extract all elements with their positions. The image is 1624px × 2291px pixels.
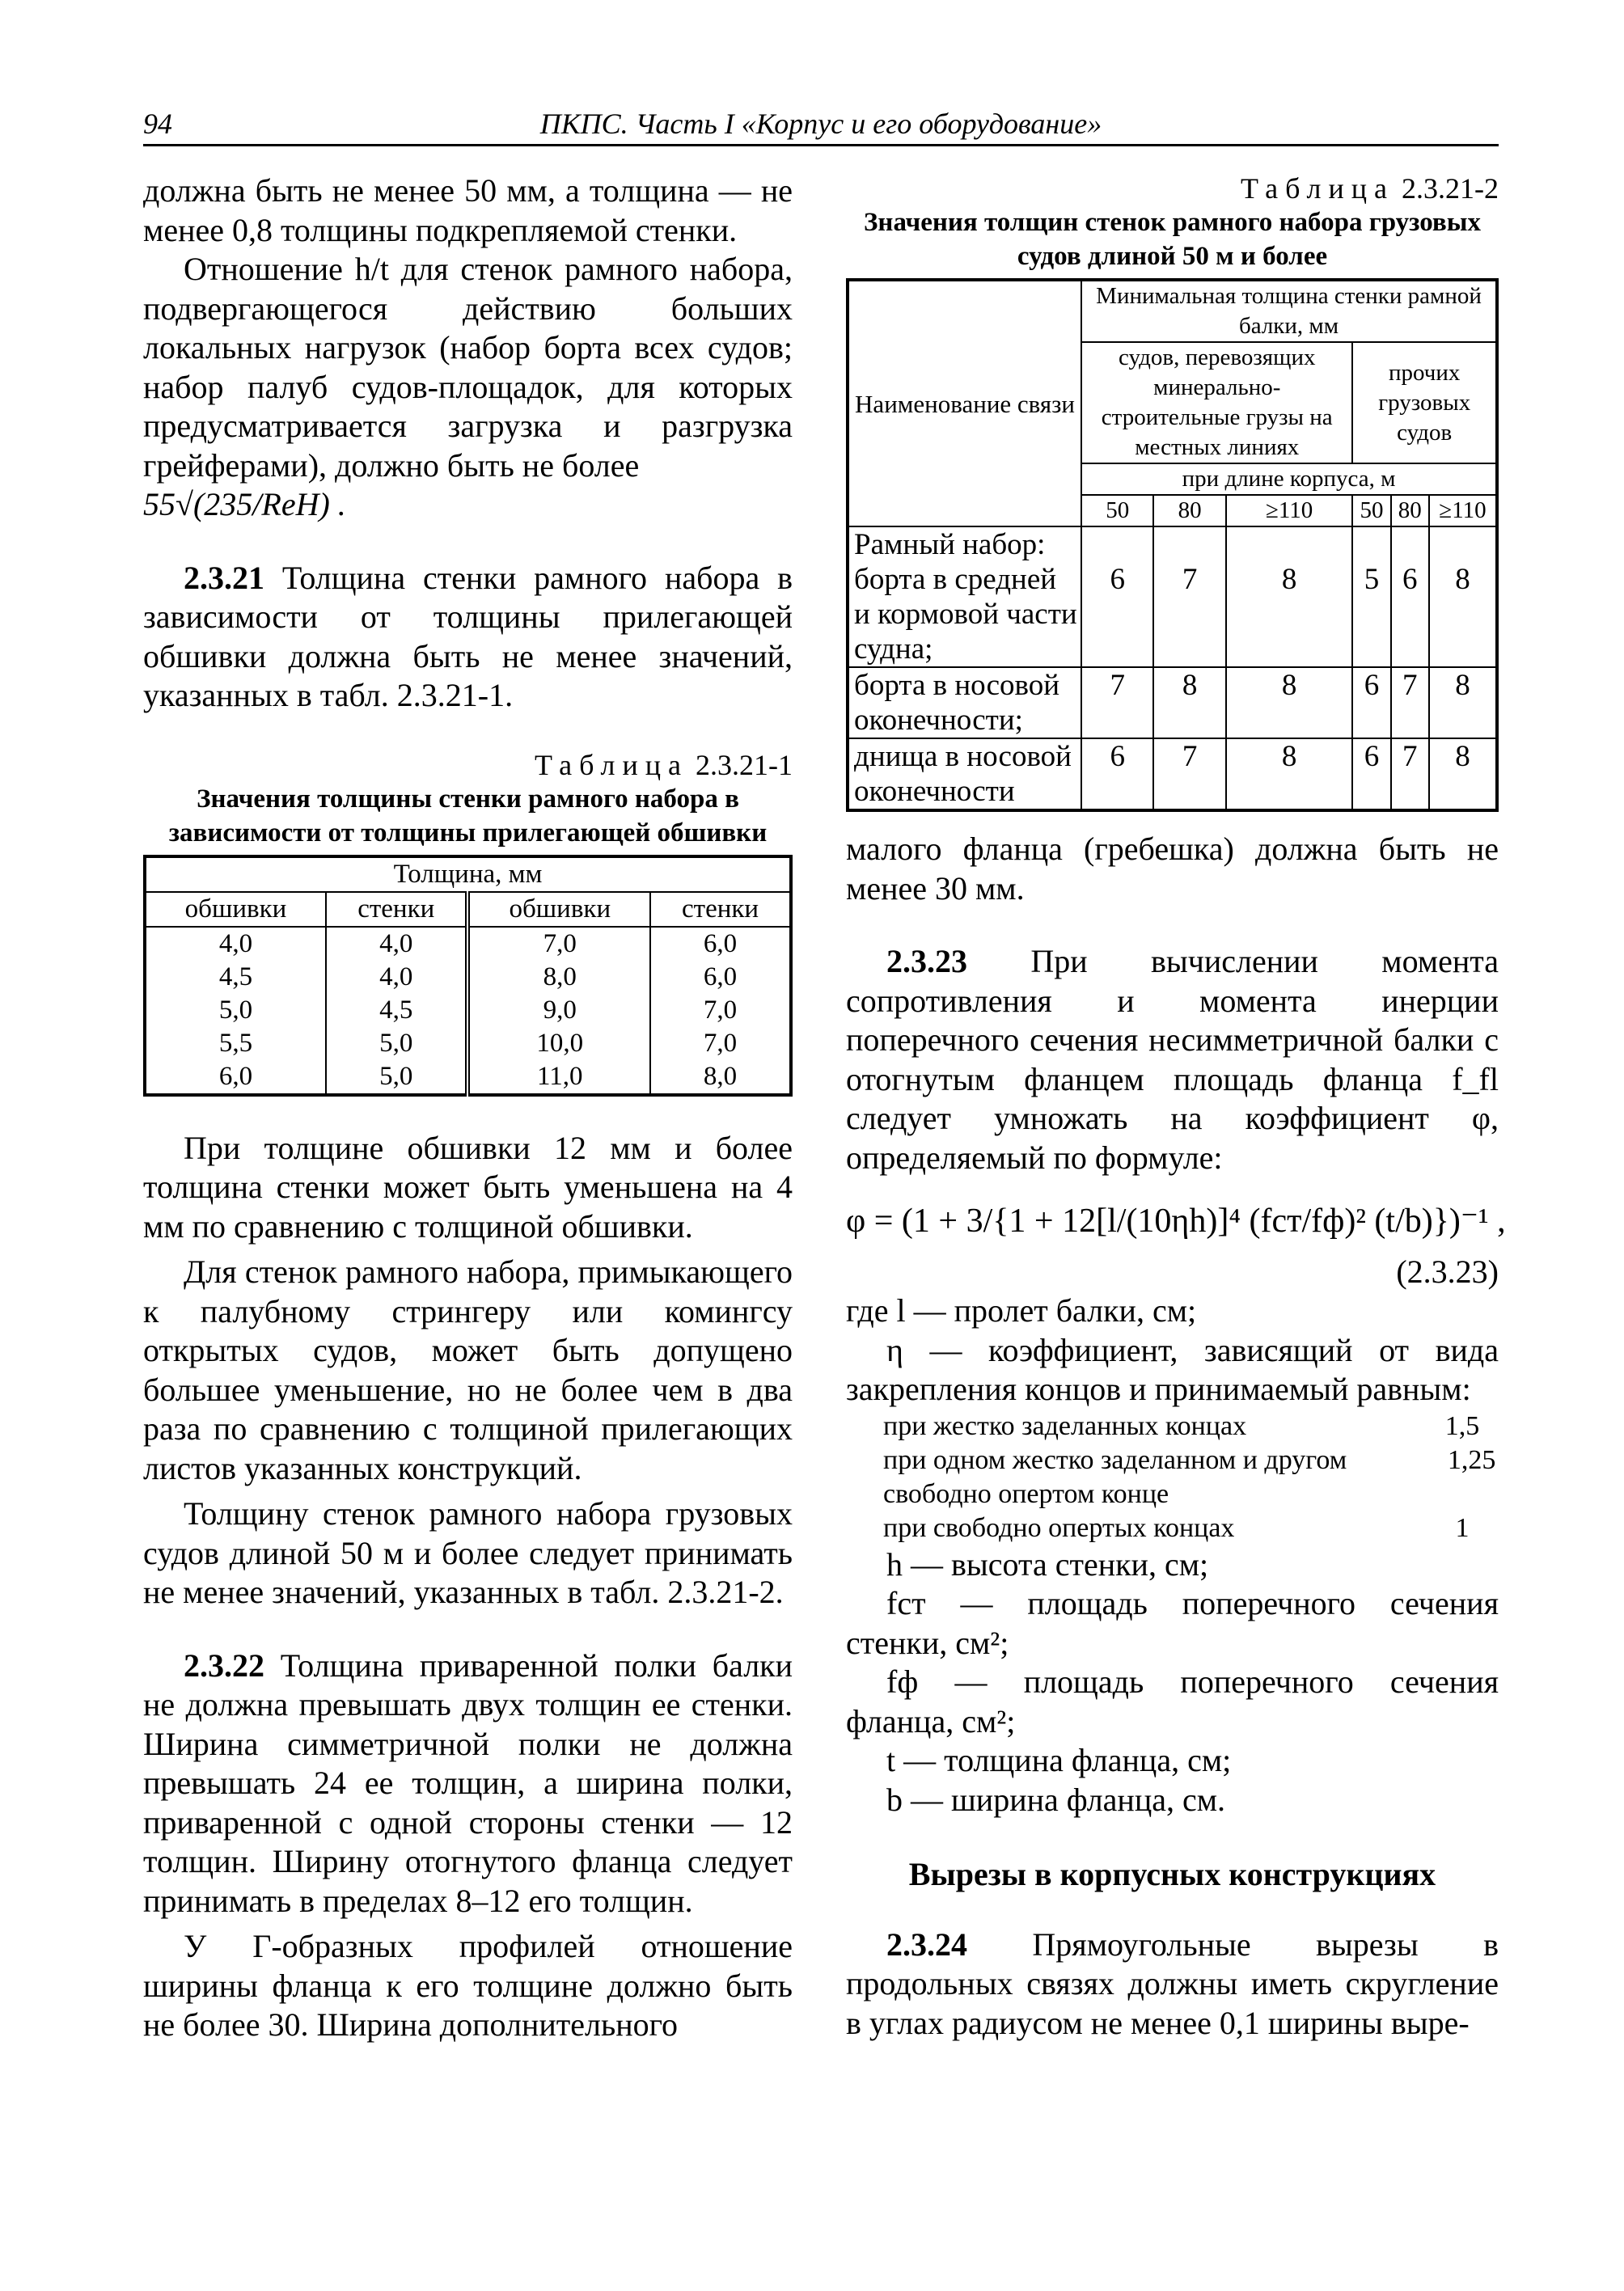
paragraph: Для стенок рамного набора, примыкающего к палубному стрингеру или комингсу открытых судов, может быть допущено большее уменьшение, но не более чем в два раза по сравнению с толщиной прилегающих листов указанных конструкций.	[143, 1253, 793, 1486]
table-cell: 8	[1429, 667, 1497, 738]
left-column	[143, 171, 793, 2045]
col-header: Наименование связи	[848, 280, 1081, 526]
table-row	[848, 526, 1497, 667]
section-text: Толщина стенки рамного набора в зависимости от толщины прилегающей обшивки должна быть не менее значений, указанных в табл. 2.3.21-1.	[143, 559, 793, 713]
case-text: при одном жестко заделанном и другом свободно опертом конце	[883, 1444, 1347, 1509]
eta-values-list	[846, 1410, 1499, 1545]
table-row	[848, 738, 1497, 810]
table-2-3-21-1	[143, 855, 793, 1097]
table-caption	[143, 748, 793, 782]
length-header-cell: 50	[1352, 495, 1390, 526]
definition: где l — пролет балки, см;	[846, 1292, 1197, 1329]
table-cell: 6	[1352, 667, 1390, 738]
list-item	[846, 1443, 1499, 1511]
table-cell: 8	[1226, 526, 1353, 667]
table-value: 10,0	[536, 1028, 584, 1058]
paragraph: Отношение h/t для стенок рамного набора, подвергающегося действию больших локальных нагрузок (набор борта всех судов; набор палуб судов-площадок, для которых предусматривается загрузка и разгрузка грейферами), должно быть не более	[143, 251, 793, 484]
table-cell: 5	[1352, 526, 1390, 667]
table-cell: 7	[1081, 667, 1153, 738]
table-value: 4,0	[379, 928, 413, 958]
table-cell: 7	[1153, 738, 1225, 810]
sub-header: судов, перевозящих минерально-строительные грузы на местных линиях	[1081, 342, 1352, 463]
table-value: 11,0	[537, 1061, 583, 1091]
row-name: днища в носовой оконечности	[848, 738, 1081, 810]
table-cell: 8	[1429, 738, 1497, 810]
section-text: Прямоугольные вырезы в продольных связях должны иметь скругление в углах радиусом не менее 0,1 ширины выре-	[846, 1925, 1499, 2041]
col-header: стенки	[650, 892, 791, 927]
group-header: Минимальная толщина стенки рамной балки, мм	[1081, 280, 1497, 342]
table-value: 4,5	[218, 962, 253, 991]
table-cell: 7	[1391, 738, 1429, 810]
table-value: 6,0	[703, 928, 738, 958]
formula-2-3-23: φ = (1 + 3/{1 + 12[l/(10ηh)]⁴ (fст/fф)² (t/b)})⁻¹ ,	[846, 1203, 1506, 1240]
col-header: стенки	[326, 892, 468, 927]
table-cell: 8	[1226, 667, 1353, 738]
section-text: При вычислении момента сопротивления и момента инерции поперечного сечения несимметричной балки с отогнутым фланцем площадь фланца f_fl следует умножать на коэффициент φ, определяемый по формуле:	[846, 943, 1499, 1176]
table-row	[848, 667, 1497, 738]
length-header-cell: 80	[1391, 495, 1429, 526]
definition: b — ширина фланца, см.	[886, 1781, 1226, 1818]
table-cell: 8	[1226, 738, 1353, 810]
table-data	[145, 927, 791, 1095]
case-text: при жестко заделанных концах	[883, 1410, 1247, 1441]
section-heading: Вырезы в корпусных конструкциях	[908, 1856, 1436, 1892]
definition: η — коэффициент, зависящий от вида закрепления концов и принимаемый равным:	[846, 1331, 1499, 1407]
equation-number: (2.3.23)	[1396, 1253, 1499, 1290]
section-number: 2.3.21	[184, 559, 264, 596]
table-value: 5,0	[379, 1061, 413, 1091]
table-value: 5,5	[218, 1028, 253, 1058]
table-value: 7,0	[543, 928, 577, 958]
table-value: 4,0	[379, 962, 413, 991]
table-cell: 8	[1153, 667, 1225, 738]
list-item	[846, 1410, 1499, 1443]
paragraph: При толщине обшивки 12 мм и более толщина стенки может быть уменьшена на 4 мм по сравнению с толщиной обшивки.	[143, 1129, 793, 1245]
table-value: 4,5	[379, 995, 413, 1025]
table-cell: 7	[1391, 667, 1429, 738]
section-number: 2.3.22	[184, 1646, 264, 1684]
section-number: 2.3.24	[886, 1925, 967, 1963]
length-header-cell: ≥110	[1226, 495, 1353, 526]
table-value: 5,0	[379, 1028, 413, 1058]
table-value: 4,0	[218, 928, 253, 958]
case-text: при свободно опертых концах	[883, 1512, 1235, 1543]
group-header: Толщина, мм	[145, 856, 791, 892]
section-text: Толщина приваренной полки балки не должна превышать двух толщин ее стенки. Ширина симметричной полки не должна превышать 24 ее толщин, а ширина полки, приваренной с одной стороны стенки — 12 толщин. Ширину отогнутого фланца следует принимать в пределах 8–12 его толщин.	[143, 1646, 793, 1919]
table-cell: 7	[1153, 526, 1225, 667]
table-caption	[846, 171, 1499, 205]
col-header: обшивки	[145, 892, 326, 927]
col-header: обшивки	[467, 892, 650, 927]
running-title: ПКПС. Часть I «Корпус и его оборудование»	[539, 108, 1102, 140]
table-label: Таблица	[1241, 172, 1394, 205]
sub-header: прочих грузовых судов	[1352, 342, 1497, 463]
table-cell	[145, 927, 326, 1095]
table-value: 7,0	[703, 995, 738, 1025]
table-title: Значения толщины стенки рамного набора в зависимости от толщины прилегающей обшивки	[168, 784, 768, 848]
section-2-3-22	[143, 1646, 793, 1921]
table-title: Значения толщин стенок рамного набора грузовых судов длиной 50 м и более	[864, 208, 1481, 271]
table-value: 9,0	[543, 995, 577, 1025]
page-header	[143, 104, 1499, 146]
definition: fст — площадь поперечного сечения стенки, см²;	[846, 1585, 1499, 1661]
table-cell: 6	[1352, 738, 1390, 810]
length-header-cell: 50	[1081, 495, 1153, 526]
section-2-3-21	[143, 559, 793, 716]
page-number: 94	[143, 108, 172, 140]
right-column	[846, 171, 1506, 2043]
row-name: борта в носовой оконечности;	[848, 667, 1081, 738]
table-cell	[326, 927, 468, 1095]
row-name: Рамный набор: борта в средней и кормовой части судна;	[848, 526, 1081, 667]
table-cell: 6	[1081, 738, 1153, 810]
case-value: 1,5	[1444, 1410, 1480, 1441]
paragraph: У Г-образных профилей отношение ширины фланца к его толщине должно быть не более 30. Ширина дополнительного	[143, 1928, 793, 2043]
length-header-cell: 80	[1153, 495, 1225, 526]
table-2-3-21-2	[846, 278, 1499, 812]
table-cell: 8	[1429, 526, 1497, 667]
section-number: 2.3.23	[886, 943, 967, 979]
list-item	[846, 1511, 1499, 1545]
table-number: 2.3.21-2	[1402, 172, 1499, 205]
formula-inline: 55√(235/ReH) .	[143, 486, 346, 522]
table-cell: 6	[1391, 526, 1429, 667]
paragraph: должна быть не менее 50 мм, а толщина — не менее 0,8 толщины подкрепляемой стенки.	[143, 172, 793, 248]
table-value: 6,0	[218, 1061, 253, 1091]
section-2-3-24	[846, 1925, 1499, 2044]
table-cell	[467, 927, 650, 1095]
table-cell: 6	[1081, 526, 1153, 667]
paragraph: Толщину стенок рамного набора грузовых судов длиной 50 м и более следует принимать не менее значений, указанных в табл. 2.3.21-2.	[143, 1495, 793, 1610]
table-cell	[650, 927, 791, 1095]
length-header: при длине корпуса, м	[1081, 463, 1497, 495]
case-value: 1	[1455, 1512, 1470, 1543]
table-value: 6,0	[703, 962, 738, 991]
paragraph: малого фланца (гребешка) должна быть не менее 30 мм.	[846, 831, 1499, 907]
length-header-cell: ≥110	[1429, 495, 1497, 526]
table-value: 8,0	[543, 962, 577, 991]
definition: h — высота стенки, см;	[886, 1545, 1209, 1583]
case-value: 1,25	[1447, 1444, 1496, 1475]
table-value: 5,0	[218, 995, 253, 1025]
definition: t — толщина фланца, см;	[886, 1742, 1232, 1778]
section-2-3-23	[846, 942, 1499, 1177]
definition: fф — площадь поперечного сечения фланца, см²;	[846, 1663, 1499, 1739]
table-value: 7,0	[703, 1028, 738, 1058]
table-label: Таблица	[535, 748, 688, 781]
table-number: 2.3.21-1	[696, 748, 793, 781]
table-value: 8,0	[703, 1061, 738, 1091]
